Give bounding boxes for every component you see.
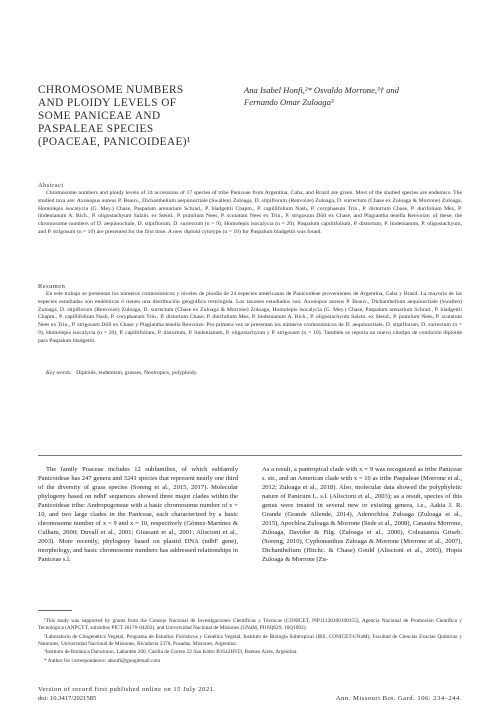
title-line: SOME PANICEAE AND: [38, 110, 161, 122]
section-divider: [38, 455, 462, 456]
footnote-divider: [38, 610, 72, 611]
footnotes: [38, 618, 462, 667]
footnote: ²Laboratorio de Citogenética Vegetal, Programa de Estudios Florísticos y Genética Vegetal, Instituto de Biología Subtropical (IBS, CONICET-UNaM), Facultad de Ciencias Exactas Químicas y Naturales, Universidad Nacional de Misiones, Rivadavia 2370, Posadas, Misiones, Argentina.: [38, 633, 462, 647]
keywords-label: Key words:: [46, 370, 72, 376]
journal-citation: Ann. Missouri Bot. Gard. 106: 234–244.: [335, 695, 462, 702]
page-footer: [38, 685, 462, 703]
body-column-right: [262, 465, 462, 565]
resumen-text: [38, 291, 462, 345]
title-line: CHROMOSOME NUMBERS: [38, 84, 184, 96]
author-line: Ana Isabel Honfi,²* Osvaldo Morrone,³† and: [244, 85, 399, 95]
title-line: PASPALEAE SPECIES: [38, 123, 154, 135]
doi-line: doi: 10.3417/2021585: [38, 695, 97, 702]
keywords-line: [46, 370, 198, 378]
abstract-heading: Abstract: [38, 182, 64, 189]
author-line: Fernando Omar Zuloaga³: [244, 97, 334, 107]
title-line: AND PLOIDY LEVELS OF: [38, 97, 177, 109]
title-line: (POACEAE, PANICOIDEAE)¹: [38, 136, 191, 148]
body-right-text: As a result, a pantropical clade with x = 9 was recognized as tribe Paniceae s. str., and an American clade with x = 10 as tribe Paspaleae (Morrone et al., 2012; Zuloaga et al., 2018). Also, molecular data showed the polyphyletic nature of Panicum L. s.l. (Aliscioni et al., 2003); as a result, species of this genus were treated in several new or existing genera, i.e., Aakia J. R. Grande (Grande Allende, 2014), Adenochloa Zuloaga (Zuloaga et al., 2015), Apochloa Zuloaga & Morrone (Sede et al., 2008), Canastra Morrone, Zuloaga, Davidse & Filg. (Zuloaga et al., 2006), Coleataenia Griseb. (Soreng, 2010), Cyphonanthus Zuloaga & Morrone (Morrone et al., 2007), Dichanthelium (Hitchc. & Chase) Gould (Aliscioni et al., 2003), Hopia Zuloaga & Morrone (Zu-: [262, 466, 462, 564]
keywords-text: Diploids, endemism, grasses, Neotropics, polyploidy.: [76, 370, 198, 376]
article-title: [38, 84, 238, 149]
version-line: Version of record first published online on 15 July 2021.: [38, 686, 216, 693]
abstract-text: [38, 190, 462, 237]
footnote: * Author for correspondence: ahonfi@googlemail.com: [44, 657, 161, 664]
body-column-left: [38, 465, 238, 565]
resumen-body: En este trabajo se presentan los números cromosómicos y niveles de ploidía de 24 especies americanas de Panicoideae provenientes de Argentina, Cuba y Brasil. La mayoría de las especies estudiadas son endémicas ó tienen una distribución geográfica restringida. Los taxones estudiados son: Axonopus aureus P. Beauv., Dichanthelium aequinoctiale (Swallen) Zuloaga, D. stipiflorum (Renvoize) Zuloaga, D. surrectum (Chase ex Zuloaga & Morrone) Zuloaga, Homolepis isocalycia (G. Mey.) Chase, Paspalum arenarium Schrad., P. bladgettii Chapm., P. capillifolium Nash, P. coryphaeum Trin., P. distortum Chase, P. durifolium Mez, P. lindenianum A. Rich., P. oligostachyum Salzm. ex Steud., P. pumilum Nees, P. scutatum Nees ex Trin., P. strigosum Döll ex Chase y Plagiantha tenella Renvoize. Por primera vez se presentan los números cromosómicos de D. aequinoctiale, D. stipiflorum, D. surrectum (n = 9), Homolepis isocalycia (n = 20), P. capillifolium, P. distortum, P. lindenianum, P. oligostachyum y P. strigosum (n = 10). También se reporta un nuevo citotipo de condición diploide para Paspalum bladgettii.: [38, 291, 462, 344]
footnote: ³Instituto de Botánica Darwinion, Labardén 200, Casilla de Correo 22 San Isidro B1642HYD, Buenos Aires, Argentina.: [44, 649, 298, 656]
resumen-heading: Resumen: [38, 283, 66, 290]
author-list: [244, 84, 458, 108]
body-left-text: The family Poaceae includes 12 subfamilies, of which subfamily Panicoideae has 247 genera and 3241 species that represent nearly one third of the diversity of grass species (Soreng et al., 2015, 2017). Molecular phylogeny based on ndhF sequences showed three major clades within the Panicoideae tribe: Andropogoneae with a basic chromosome number of x = 10, and two large clades in the Paniceae, each characterized by a basic chromosome number of x = 9 and x = 10, respectively (Gómez-Martínez & Culham, 2000; Duvall et al., 2001; Giussani et al., 2001; Aliscioni et al., 2003). More recently, phylogeny based on plastid DNA (ndhF gene), morphology, and basic chromosome numbers has addressed relationships in Paniceae s.l.: [38, 466, 238, 564]
abstract-body: Chromosome numbers and ploidy levels of 24 accessions of 17 species of tribe Paniceae from Argentina, Cuba, and Brazil are given. Most of the studied species are endemics. The studied taxa are: Axonopus aureus P. Beauv., Dichanthelium aequinoctiale (Swallen) Zuloaga, D. stipiflorum (Renvoize) Zuloaga, D. surrectum (Chase ex Zuloaga & Morrone) Zuloaga, Homolepis isocalycia (G. Mey.) Chase, Paspalum arenarium Schrad., P. bladgettii Chapm., P. capillifolium Nash, P. coryphaeum Trin., P. distortum Chase, P. durifolium Mez, P. lindenianum A. Rich., P. oligostachyum Salzm. ex Steud., P. pumilum Nees, P. scutatum Nees ex Trin., P. strigosum Döll ex Chase, and Plagiantha tenella Renvoize; of these, the chromosome numbers of D. aequinoctiale, D. stipiflorum, D. surrectum (n = 9), Homolepis isocalycia (n = 20), Paspalum capillifolium, P. distortum, P. lindenianum, P. oligostachyum, and P. strigosum (n = 10) are presented for the first time. A new diploid cytotype (n = 10) for Paspalum bladgettii was found.: [38, 190, 462, 235]
footnote: ¹This study was supported by grants from the Consejo Nacional de Investigaciones Científicas y Técnicas (CONICET, PIP11220100100155), Agencia Nacional de Promoción Científica y Tecnológica (ANPCYT, subsidios PICT 2017#-04203), and Universidad Nacional de Misiones (UNaM, PI16Q629, 16Q1092).: [38, 618, 462, 632]
